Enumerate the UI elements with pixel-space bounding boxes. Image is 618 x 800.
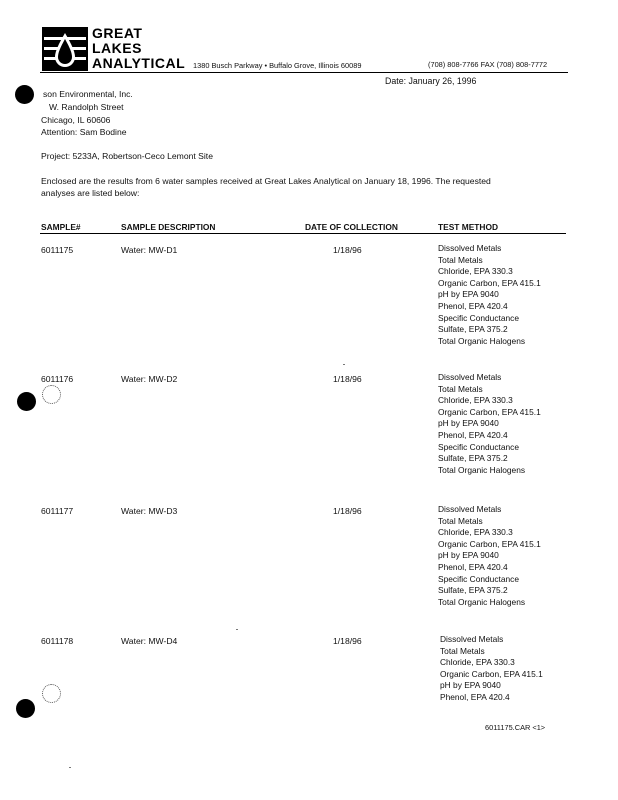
header-test-method: TEST METHOD <box>438 222 499 232</box>
test-method: pH by EPA 9040 <box>440 680 501 691</box>
hole-punch-bottom <box>16 699 35 718</box>
test-method: Chloride, EPA 330.3 <box>438 527 513 538</box>
test-method: Phenol, EPA 420.4 <box>438 300 508 311</box>
test-method: Organic Carbon, EPA 415.1 <box>440 668 543 679</box>
test-method: Sulfate, EPA 375.2 <box>438 585 508 596</box>
recipient-city: Chicago, IL 60606 <box>41 115 111 125</box>
collection-date: 1/18/96 <box>333 245 362 255</box>
letterhead-address: 1380 Busch Parkway • Buffalo Grove, Illinois 60089 <box>193 61 362 70</box>
header-sample-description: SAMPLE DESCRIPTION <box>121 222 216 232</box>
sample-description: Water: MW-D1 <box>121 245 178 255</box>
test-method: Total Metals <box>438 515 483 526</box>
recipient-attention: Attention: Sam Bodine <box>41 127 127 137</box>
test-method: Total Metals <box>438 254 483 265</box>
test-method: Organic Carbon, EPA 415.1 <box>438 277 541 288</box>
scan-speck <box>236 629 238 630</box>
logo-word-great: GREAT <box>92 25 143 41</box>
test-method: Phenol, EPA 420.4 <box>438 561 508 572</box>
test-method: Specific Conductance <box>438 312 520 323</box>
letterhead-rule <box>40 72 568 73</box>
test-method-list <box>438 372 541 476</box>
test-method: pH by EPA 9040 <box>438 289 499 300</box>
header-date-of-collection: DATE OF COLLECTION <box>305 222 398 232</box>
test-method: Dissolved Metals <box>438 372 502 382</box>
logo-word-lakes: LAKES <box>92 40 142 56</box>
test-method: Specific Conductance <box>438 441 520 452</box>
scan-speck <box>69 767 71 768</box>
faint-circle-mark <box>42 684 61 703</box>
test-method: Chloride, EPA 330.3 <box>440 657 515 668</box>
test-method: Total Metals <box>438 383 483 394</box>
project-line: Project: 5233A, Robertson-Ceco Lemont Site <box>41 151 213 161</box>
hole-punch-middle <box>17 392 36 411</box>
test-method: Chloride, EPA 330.3 <box>438 395 513 406</box>
sample-id: 6011176 <box>41 374 74 384</box>
test-method: Total Organic Halogens <box>438 596 526 607</box>
sample-id: 6011175 <box>41 245 74 255</box>
table-header-rule <box>40 233 566 234</box>
collection-date: 1/18/96 <box>333 506 362 516</box>
test-method: Chloride, EPA 330.3 <box>438 266 513 277</box>
test-method: Sulfate, EPA 375.2 <box>438 324 508 335</box>
page-reference: 6011175.CAR <1> <box>485 723 546 732</box>
test-method: Dissolved Metals <box>440 634 504 644</box>
letterhead-phone-fax: (708) 808-7766 FAX (708) 808-7772 <box>428 60 548 69</box>
hole-punch-top <box>15 85 34 104</box>
intro-line-1: Enclosed are the results from 6 water samples received at Great Lakes Analytical on January 18, 1996. The requested <box>41 176 491 186</box>
recipient-street: W. Randolph Street <box>49 102 124 112</box>
test-method-list <box>440 634 543 704</box>
test-method: Phenol, EPA 420.4 <box>438 429 508 440</box>
test-method: Specific Conductance <box>438 573 520 584</box>
test-method: pH by EPA 9040 <box>438 550 499 561</box>
test-method: Dissolved Metals <box>438 504 502 514</box>
sample-id: 6011178 <box>41 636 74 646</box>
faint-circle-mark <box>42 385 61 404</box>
collection-date: 1/18/96 <box>333 374 362 384</box>
sample-id: 6011177 <box>41 506 74 516</box>
intro-line-2: analyses are listed below: <box>41 188 140 198</box>
test-method-list <box>438 243 541 347</box>
test-method: Total Organic Halogens <box>438 335 526 346</box>
test-method: Phenol, EPA 420.4 <box>440 691 510 702</box>
sample-description: Water: MW-D3 <box>121 506 178 516</box>
test-method-list <box>438 504 541 608</box>
scan-speck <box>343 364 345 365</box>
test-method: Total Organic Halogens <box>438 464 526 475</box>
header-sample-number: SAMPLE# <box>41 222 81 232</box>
sample-description: Water: MW-D2 <box>121 374 178 384</box>
sample-description: Water: MW-D4 <box>121 636 178 646</box>
test-method: Organic Carbon, EPA 415.1 <box>438 538 541 549</box>
test-method: Total Metals <box>440 645 485 656</box>
company-logo-icon <box>42 27 88 71</box>
test-method: Dissolved Metals <box>438 243 502 253</box>
test-method: Organic Carbon, EPA 415.1 <box>438 406 541 417</box>
test-method: Sulfate, EPA 375.2 <box>438 453 508 464</box>
logo-word-analytical: ANALYTICAL <box>92 55 186 71</box>
letter-date: Date: January 26, 1996 <box>385 76 477 86</box>
recipient-company: son Environmental, Inc. <box>43 89 133 99</box>
collection-date: 1/18/96 <box>333 636 362 646</box>
test-method: pH by EPA 9040 <box>438 418 499 429</box>
